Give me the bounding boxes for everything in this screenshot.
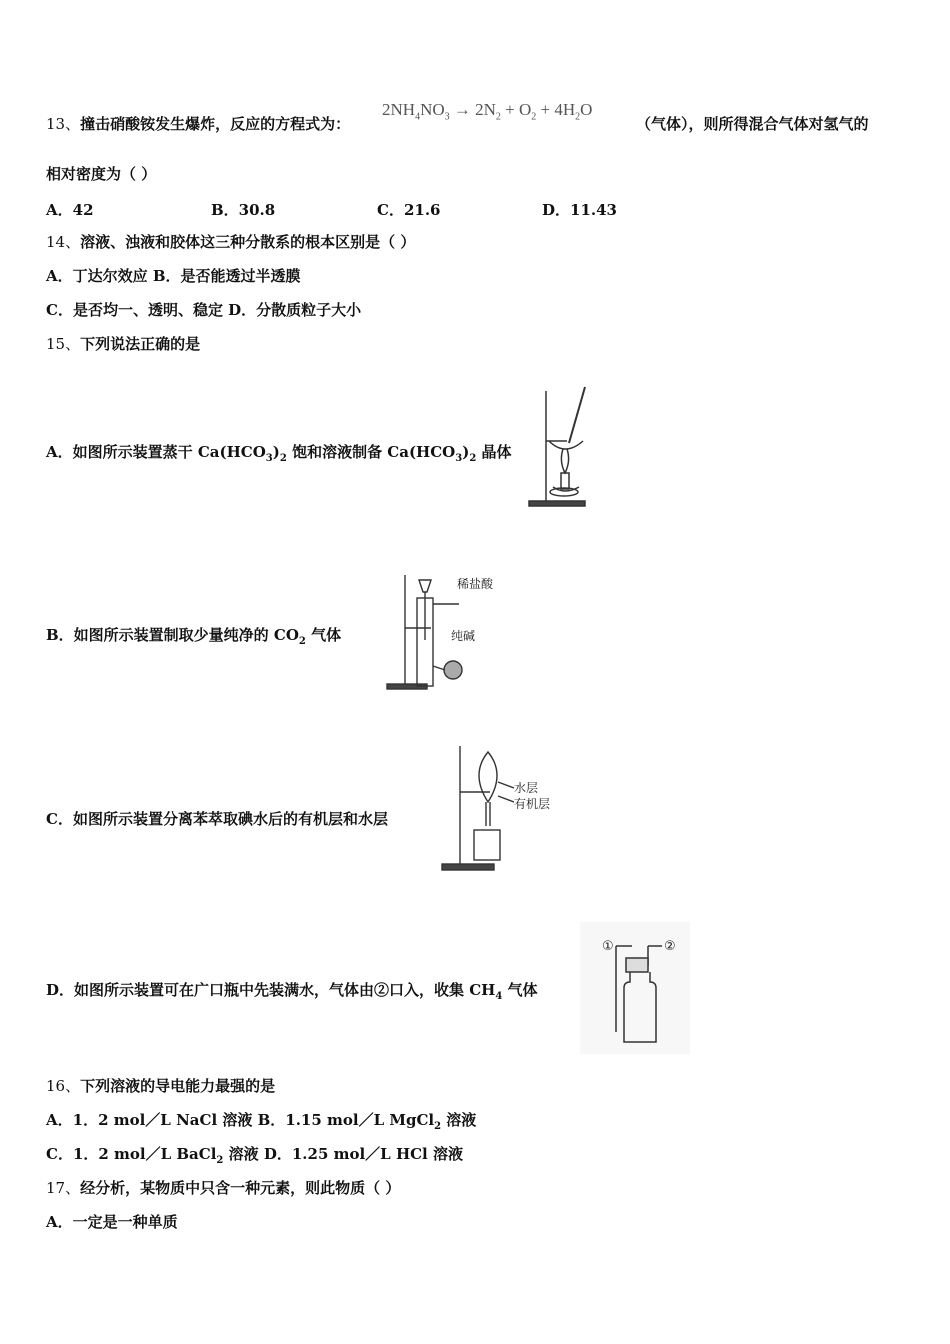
q15-number: 15、 (46, 335, 81, 353)
label-organic-layer: 有机层 (514, 797, 551, 811)
q13-stem-c: 相对密度为（ ） (46, 165, 157, 183)
q17-number: 17、 (46, 1179, 81, 1197)
q13-number: 13、 (46, 115, 81, 133)
co2-generation-apparatus-figure (385, 570, 505, 695)
q15-option-d: D．如图所示装置可在广口瓶中先装满水，气体由②口入，收集 $CH_4$ 气体 (46, 981, 538, 1002)
q17-option-a: A．一定是一种单质 (46, 1213, 178, 1231)
q14-options-line1: A．丁达尔效应 B．是否能透过半透膜 (46, 267, 301, 285)
label-soda: 纯碱 (451, 629, 476, 643)
q16-stem: 16、下列溶液的导电能力最强的是 (46, 1077, 276, 1095)
evaporating-dish-apparatus-figure (525, 383, 595, 511)
q15-stem: 15、下列说法正确的是 (46, 335, 201, 353)
q13-equation: $2NH_4NO_3 \to 2N_2 + O_2 + 4H_2O$ (382, 100, 593, 123)
q13-stem-line1 (46, 114, 350, 134)
q14-stem: 14、溶液、浊液和胶体这三种分散系的根本区别是（ ） (46, 233, 416, 251)
q13-option-c: C．21.6 (377, 201, 441, 219)
q15-option-c: C．如图所示装置分离苯萃取碘水后的有机层和水层 (46, 810, 388, 828)
q13-option-b: B．30.8 (211, 201, 276, 219)
q13-stem-a: 撞击硝酸铵发生爆炸，反应的方程式为： (80, 115, 351, 133)
q13-option-d: D．11.43 (542, 201, 617, 219)
label-water-layer: 水层 (514, 781, 539, 795)
q15-option-a: A．如图所示装置蒸干 $Ca(HCO_3)_2$ 饱和溶液制备 $Ca(HCO_3)_2$ 晶体 (46, 443, 512, 464)
port-2: ② (664, 939, 676, 954)
q13-option-a: A．42 (46, 201, 94, 219)
q16-options-line1: A．1．2 mol／L NaCl 溶液 B．1.15 mol／L MgCl$_2$ 溶液 (46, 1111, 477, 1132)
q15-option-b: B．如图所示装置制取少量纯净的 $CO_2$ 气体 (46, 626, 342, 647)
port-1: ① (602, 939, 614, 954)
q17-stem: 17、经分析，某物质中只含一种元素，则此物质（ ） (46, 1179, 401, 1197)
q16-number: 16、 (46, 1077, 81, 1095)
q14-options-line2: C．是否均一、透明、稳定 D．分散质粒子大小 (46, 301, 362, 319)
q14-number: 14、 (46, 233, 81, 251)
wide-mouth-bottle-figure (580, 922, 690, 1054)
q13-stem-b: （气体），则所得混合气体对氢气的 (636, 115, 869, 133)
separatory-funnel-figure (440, 742, 560, 874)
label-dilute-hcl: 稀盐酸 (457, 577, 494, 591)
q16-options-line2: C．1．2 mol／L BaCl$_2$ 溶液 D．1.25 mol／L HCl 溶液 (46, 1145, 463, 1166)
